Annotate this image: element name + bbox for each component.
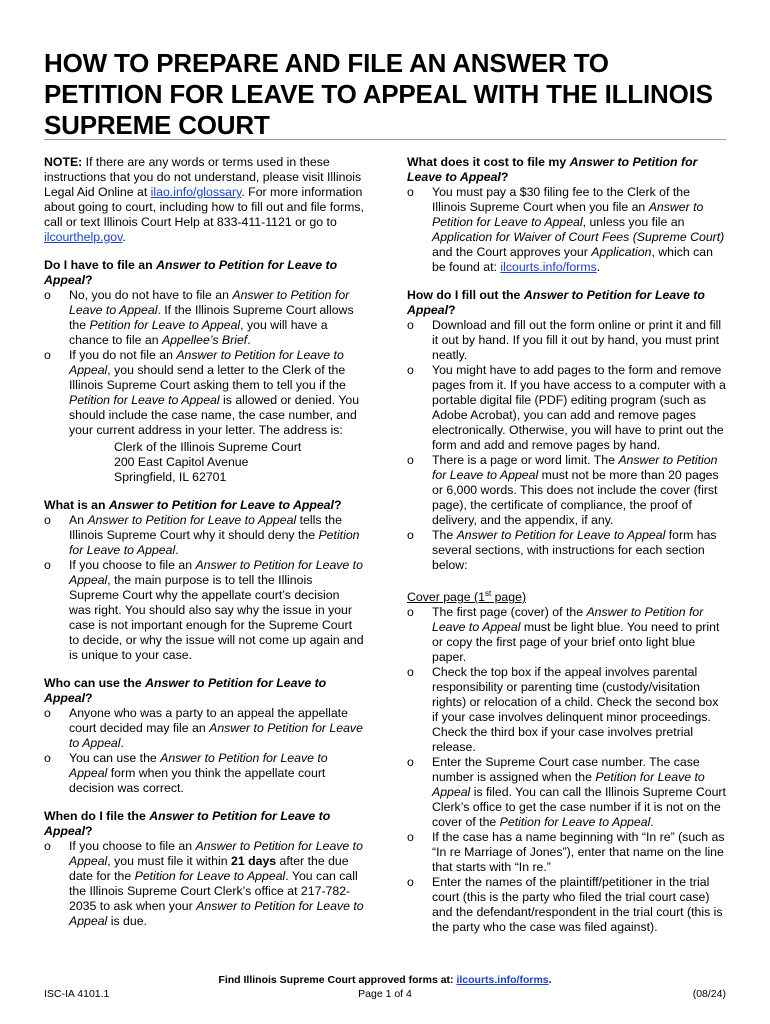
list-item: o The Answer to Petition for Leave to Appeal form has several sections, with instructions for each section below: [407, 528, 727, 573]
list-item: o You can use the Answer to Petition for Leave to Appeal form when you think the appellate court decision was correct. [44, 751, 364, 796]
bullet-list [44, 706, 364, 796]
note-paragraph: NOTE: If there are any words or terms used in these instructions that you do not understand, please visit Illinois Legal Aid Online at ilao.info/glossary. For more information about going to court, including how to fill out and file forms, call or text Illinois Court Help at 833-411-1121 or go to ilcourthelp.gov. [44, 155, 364, 244]
bullet-list [407, 605, 727, 935]
bullet-list [44, 288, 364, 485]
cover-page-heading: Cover page (1st page) [407, 589, 527, 605]
list-item: o If the case has a name beginning with “In re” (such as “In re Marriage of Jones”), enter that name on the line that starts with “In re.” [407, 830, 727, 875]
list-item: o If you choose to file an Answer to Petition for Leave to Appeal, you must file it within 21 days after the due date for the Petition for Leave to Appeal. You can call the Illinois Supreme Court Clerk’s office at 217-782-2035 to ask when your Answer to Petition for Leave to Appeal is due. [44, 839, 364, 929]
list-item: o There is a page or word limit. The Answer to Petition for Leave to Appeal must not be more than 20 pages or 6,000 words. This does not include the cover (first page), the certificate of compliance, the proof of delivery, and the appendix, if any. [407, 453, 727, 528]
right-column [407, 155, 727, 935]
list-item: o You might have to add pages to the form and remove pages from it. If you have access to a computer with a portable digital file (PDF) editing program (such as Adobe Acrobat), you can add and remove pages electronically. Otherwise, you will have to print out the form and add and remove pages by hand. [407, 363, 727, 453]
list-item: o An Answer to Petition for Leave to Appeal tells the Illinois Supreme Court why it should deny the Petition for Leave to Appeal. [44, 513, 364, 558]
title-divider [44, 139, 726, 140]
question-heading-who-can-use: Who can use the Answer to Petition for Leave to Appeal? [44, 676, 327, 705]
bullet-list [44, 839, 364, 929]
page-title: HOW TO PREPARE AND FILE AN ANSWER TO PETITION FOR LEAVE TO APPEAL WITH THE ILLINOIS SUPREME COURT [44, 48, 713, 140]
question-heading-how-to-fill-out: How do I fill out the Answer to Petition for Leave to Appeal? [407, 288, 705, 317]
list-item: o Enter the names of the plaintiff/petitioner in the trial court (this is the party who filed the trial court case) and the defendant/respondent in the trial court (this is the party who the case was filed against). [407, 875, 727, 935]
question-heading-when-do-i-file: When do I file the Answer to Petition for Leave to Appeal? [44, 809, 331, 838]
bullet-list [44, 513, 364, 663]
list-item: o Download and fill out the form online or print it and fill it out by hand. If you fill it out by hand, you must print neatly. [407, 318, 727, 363]
list-item: o Enter the Supreme Court case number. The case number is assigned when the Petition for Leave to Appeal is filed. You can call the Illinois Supreme Court Clerk’s office to get the case number if it is not on the cover of the Petition for Leave to Appeal. [407, 755, 727, 830]
list-item: o Anyone who was a party to an appeal the appellate court decided may file an Answer to Petition for Leave to Appeal. [44, 706, 364, 751]
page-number: Page 1 of 4 [358, 988, 412, 1000]
list-item: o You must pay a $30 filing fee to the Clerk of the Illinois Supreme Court when you file an Answer to Petition for Leave to Appeal, unless you file an Application for Waiver of Court Fees (Supreme Court) and the Court approves your Application, which can be found at: ilcourts.info/forms. [407, 185, 727, 275]
question-heading-cost: What does it cost to file my Answer to Petition for Leave to Appeal? [407, 155, 698, 184]
list-item: o If you do not file an Answer to Petition for Leave to Appeal, you should send a letter to the Clerk of the Illinois Supreme Court asking them to tell you if the Petition for Leave to Appeal is allowed or denied. You should include the case name, the case number, and your current address in your letter. The address is: Clerk of the Illinois Supreme Court 200 East Capitol Avenue Springfield, IL 62701 [44, 348, 364, 485]
forms-link[interactable]: ilcourts.info/forms [500, 260, 597, 274]
question-heading-what-is: What is an Answer to Petition for Leave to Appeal? [44, 498, 342, 512]
bullet-list [407, 318, 727, 573]
question-heading-do-i-have-to-file: Do I have to file an Answer to Petition for Leave to Appeal? [44, 258, 338, 287]
court-help-link[interactable]: ilcourthelp.gov [44, 230, 123, 244]
footer-forms-note: Find Illinois Supreme Court approved forms at: ilcourts.info/forms. [218, 974, 552, 986]
left-column [44, 155, 364, 929]
list-item: o No, you do not have to file an Answer to Petition for Leave to Appeal. If the Illinois Supreme Court allows the Petition for Leave to Appeal, you will have a chance to file an Appellee’s Brief. [44, 288, 364, 348]
bullet-list [407, 185, 727, 275]
list-item: o If you choose to file an Answer to Petition for Leave to Appeal, the main purpose is to tell the Illinois Supreme Court why the appellate court’s decision was right. You should also say why the issue in your case is not important enough for the Supreme Court to decide, or why the issue will not come up again and is unique to your case. [44, 558, 364, 663]
list-item: o Check the top box if the appeal involves parental responsibility or parenting time (custody/visitation rights) or relocation of a child. Check the second box if your case involves delinquent minor proceedings. Check the third box if your case involves pretrial release. [407, 665, 727, 755]
glossary-link[interactable]: ilao.info/glossary [150, 185, 242, 199]
list-item: o The first page (cover) of the Answer to Petition for Leave to Appeal must be light blue. You need to print or copy the first page of your brief onto light blue paper. [407, 605, 727, 665]
footer-forms-link[interactable]: ilcourts.info/forms [456, 974, 549, 986]
revision-date: (08/24) [692, 988, 726, 1000]
form-id: ISC-IA 4101.1 [44, 988, 110, 1000]
clerk-address: Clerk of the Illinois Supreme Court 200 East Capitol Avenue Springfield, IL 62701 [114, 440, 302, 484]
